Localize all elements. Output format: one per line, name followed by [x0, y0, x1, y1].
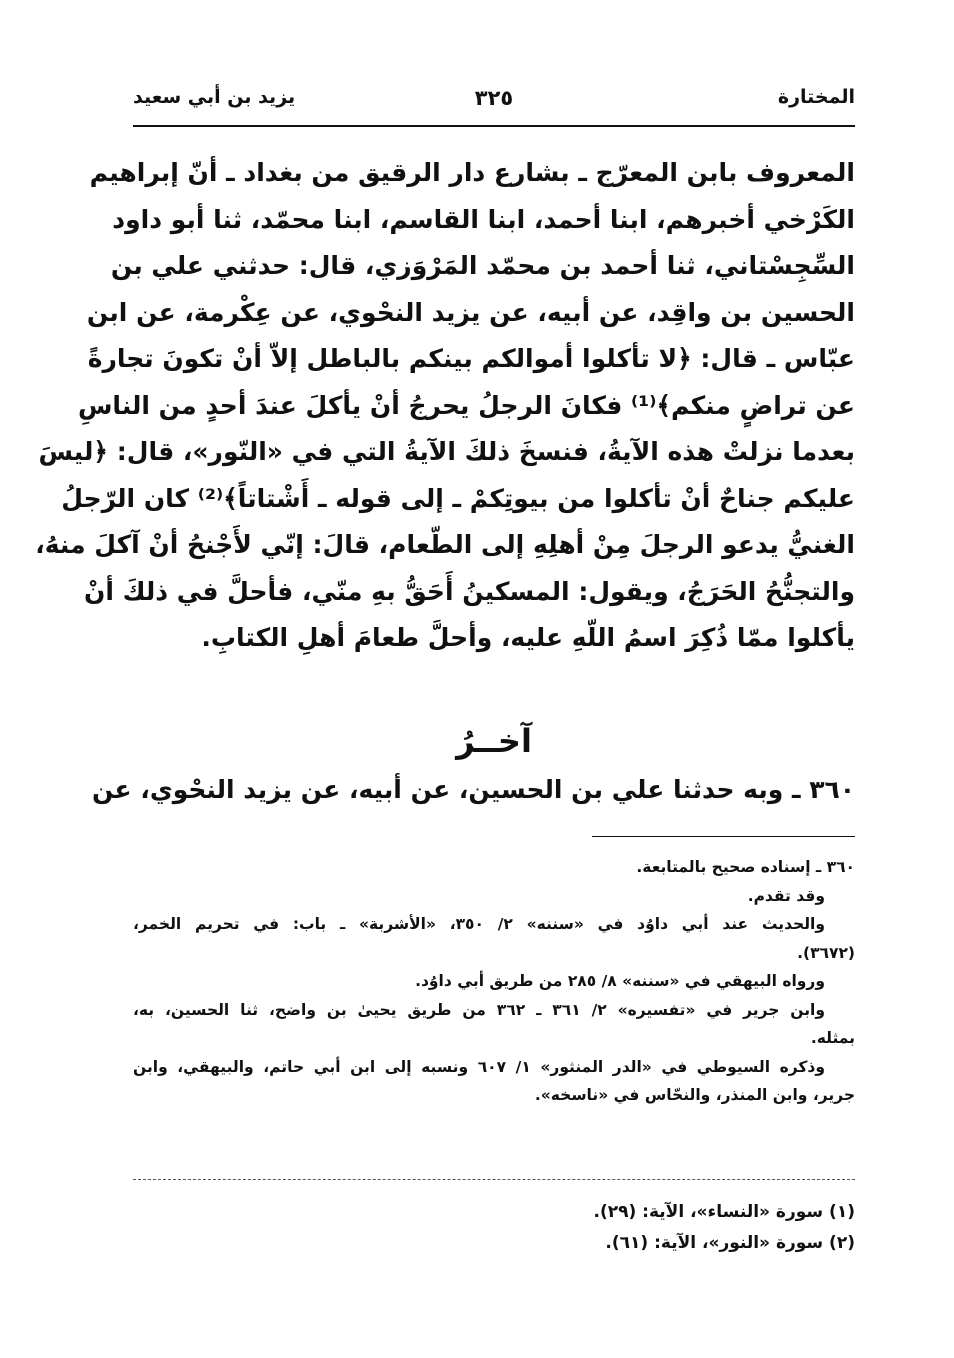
text-line: الغنيُّ يدعو الرجلَ مِنْ أهلِهِ إلى الطّعام، قالَ: إنّي لأَجْنحُ أنْ آكلَ منهُ، [35, 530, 855, 559]
note-line: ٣٦٠ ـ إسناده صحيح بالمتابعة. [636, 858, 855, 876]
text-line: يأكلوا ممّا ذُكِرَ اسمُ اللّهِ عليه، وأحلَّ طعامَ أهلِ الكتابِ. [201, 623, 855, 652]
footnote-1: (١) سورة «النساء»، الآية: (٢٩). [593, 1202, 855, 1222]
header-rule [133, 125, 855, 127]
note-line: جرير، وابن المنذر، والنحّاس في «ناسخه». [534, 1086, 855, 1104]
footnote-2: (٢) سورة «النور»، الآية: (٦١). [605, 1233, 855, 1253]
page-number: ٣٢٥ [474, 86, 514, 110]
running-header [133, 86, 855, 122]
main-paragraph [35, 150, 855, 662]
footnotes [133, 1197, 855, 1259]
text-line: والتجنُّحُ الحَرَجُ، ويقول: المسكينُ أَحَقُّ بهِ منّي، فأحلَّ في ذلكَ أنْ [84, 576, 855, 606]
takhrij-notes [133, 853, 855, 1110]
text-line: الكَرْخي أخبرهم، ابنا أحمد، ابنا القاسم، ابنا محمّد، ثنا أبو داود [112, 204, 855, 234]
footnote-rule [592, 836, 855, 837]
note-line: (٣٦٧٢). [797, 943, 855, 962]
footnote-divider [133, 1179, 855, 1180]
text-line: بعدما نزلتْ هذه الآيةُ، فنسخَ ذلكَ الآيةُ التي في «النّور»، قال: ﴿ليسَ [38, 437, 855, 466]
text-line: عبّاس ـ قال: ﴿لا تأكلوا أموالكم بينكم بالباطل إلاّ أنْ تكونَ تجارةً [87, 344, 855, 373]
main-text [35, 150, 855, 662]
section-heading: آخــرُ [456, 722, 532, 760]
note-line: ورواه البيهقي في «سننه» ٨/ ٢٨٥ من طريق أبي داوُد. [415, 972, 825, 990]
header-narrator: يزيد بن أبي سعيد [133, 86, 296, 108]
note-line: وذكره السيوطي في «الدر المنثور» ١/ ٦٠٧ ونسبه إلى ابن أبي حاتم، والبيهقي، وابن [133, 1057, 826, 1076]
note-line: والحديث عند أبي داوُد في «سننه» ٢/ ٣٥٠، «الأشربة» ـ باب: في تحريم الخمر، [133, 915, 825, 933]
text-line: السِّجِسْتاني، ثنا أحمد بن محمّد المَرْوَزي، قال: حدثني علي بن [110, 251, 855, 280]
header-book-title: المختارة [777, 86, 855, 108]
note-line: بمثله. [810, 1029, 855, 1047]
text-line: عليكم جناحٌ أنْ تأكلوا من بيوتِكمْ ـ إلى قوله ـ أَشْتاتاً﴾⁽²⁾ كان الرّجلُ [61, 483, 855, 513]
note-line: وابن جرير في «تفسيره» ٢/ ٣٦١ ـ ٣٦٢ من طريق يحيىٰ بن واضح، ثنا الحسين، به، [133, 1000, 825, 1019]
text-line: عن تراضٍ منكم﴾⁽¹⁾ فكانَ الرجلُ يحرجُ أنْ يأكلَ عندَ أحدٍ من الناسِ [77, 390, 855, 420]
text-line: الحسين بن واقِد، عن أبيه، عن يزيد النحْوي، عن عِكْرمة، عن ابن [86, 297, 855, 327]
note-line: وقد تقدم. [747, 886, 825, 905]
hadith-entry-line: ٣٦٠ ـ وبه حدثنا علي بن الحسين، عن أبيه، عن يزيد النحْوي، عن [92, 775, 855, 804]
text-line: المعروف بابن المعرّج ـ بشارع دار الرقيق من بغداد ـ أنّ إبراهيم [89, 158, 855, 187]
